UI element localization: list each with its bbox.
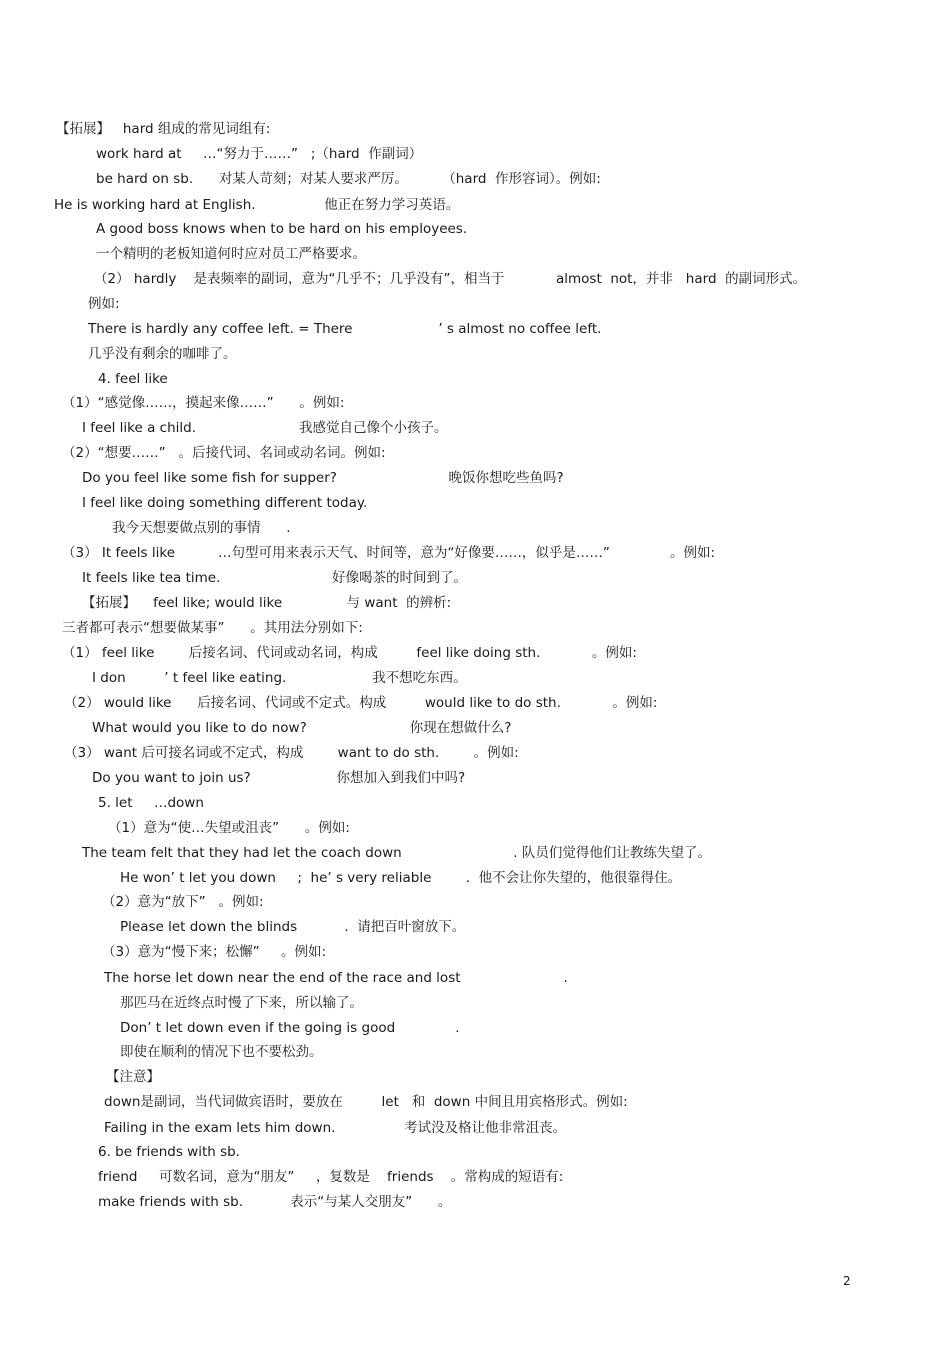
- page-number: 2: [843, 1274, 851, 1288]
- text-line: 那匹马在近终点时慢了下来，所以输了。: [120, 995, 363, 1011]
- text-line: 【拓展】 feel like; would like 与 want 的辨析:: [82, 595, 452, 611]
- text-line: A good boss knows when to be hard on his employees.: [96, 221, 468, 237]
- text-line: Please let down the blinds . 请把百叶窗放下。: [120, 919, 466, 935]
- text-line: Do you want to join us? 你想加入到我们中吗?: [92, 770, 466, 786]
- text-line: It feels like tea time. 好像喝茶的时间到了。: [82, 570, 467, 586]
- text-line: 我今天想要做点别的事情 .: [112, 520, 291, 536]
- text-line: make friends with sb. 表示“与某人交朋友” 。: [98, 1194, 452, 1210]
- text-line: 例如:: [88, 296, 120, 312]
- text-line: The horse let down near the end of the race and lost .: [104, 970, 568, 986]
- text-line: （1）意为“使…失望或沮丧” 。例如:: [108, 820, 350, 836]
- text-line: The team felt that they had let the coach down . 队员们觉得他们让教练失望了。: [82, 845, 711, 861]
- text-line: （2）“想要……” 。后接代词、名词或动名词。例如:: [62, 445, 386, 461]
- text-line: （2） would like 后接名词、代词或不定式。构成 would like to do sth. 。例如:: [64, 695, 658, 711]
- text-line: 【注意】: [106, 1069, 160, 1085]
- text-line: （2） hardly 是表频率的副词，意为“几乎不；几乎没有”，相当于 almost not，并非 hard 的副词形式。: [94, 271, 807, 287]
- text-line: Don’ t let down even if the going is good .: [120, 1020, 460, 1036]
- text-line: 【拓展】 hard 组成的常见词组有:: [56, 121, 271, 137]
- section-heading: 6. be friends with sb.: [98, 1144, 240, 1160]
- text-line: He is working hard at English. 他正在努力学习英语。: [54, 197, 460, 213]
- text-line: I feel like a child. 我感觉自己像个小孩子。: [82, 420, 448, 436]
- text-line: 三者都可表示“想要做某事” 。其用法分别如下:: [62, 620, 363, 636]
- text-line: What would you like to do now? 你现在想做什么?: [92, 720, 512, 736]
- text-line: （2）意为“放下” 。例如:: [102, 894, 264, 910]
- text-line: （1）“感觉像……，摸起来像……” 。例如:: [62, 395, 345, 411]
- text-line: （3） want 后可接名词或不定式，构成 want to do sth. 。例如:: [64, 745, 519, 761]
- text-line: Failing in the exam lets him down. 考试没及格让他非常沮丧。: [104, 1120, 567, 1136]
- section-heading: 5. let …down: [98, 795, 204, 811]
- text-line: He won’ t let you down ; he’ s very reliable . 他不会让你失望的，他很靠得住。: [120, 870, 682, 886]
- text-line: work hard at …“努力于……” ;（hard 作副词）: [96, 146, 423, 162]
- text-line: 一个精明的老板知道何时应对员工严格要求。: [96, 246, 366, 262]
- text-line: be hard on sb. 对某人苛刻；对某人要求严厉。 （hard 作形容词）。例如:: [96, 171, 601, 187]
- text-line: down是副词，当代词做宾语时，要放在 let 和 down 中间且用宾格形式。例如:: [104, 1094, 628, 1110]
- section-heading: 4. feel like: [98, 371, 168, 387]
- text-line: （3） It feels like …句型可用来表示天气、时间等，意为“好像要……，似乎是……” 。例如:: [62, 545, 716, 561]
- text-line: I feel like doing something different today.: [82, 495, 368, 511]
- text-line: Do you feel like some fish for supper? 晚饭你想吃些鱼吗?: [82, 470, 564, 486]
- text-line: （3）意为“慢下来；松懈” 。例如:: [102, 944, 327, 960]
- text-line: 即使在顺利的情况下也不要松劲。: [120, 1044, 323, 1060]
- text-line: There is hardly any coffee left. = There ’ s almost no coffee left.: [88, 321, 602, 337]
- text-line: I don ’ t feel like eating. 我不想吃东西。: [92, 670, 467, 686]
- text-line: （1） feel like 后接名词、代词或动名词，构成 feel like doing sth. 。例如:: [62, 645, 637, 661]
- text-line: 几乎没有剩余的咖啡了。: [88, 346, 237, 362]
- text-line: friend 可数名词，意为“朋友” ，复数是 friends 。常构成的短语有:: [98, 1169, 564, 1185]
